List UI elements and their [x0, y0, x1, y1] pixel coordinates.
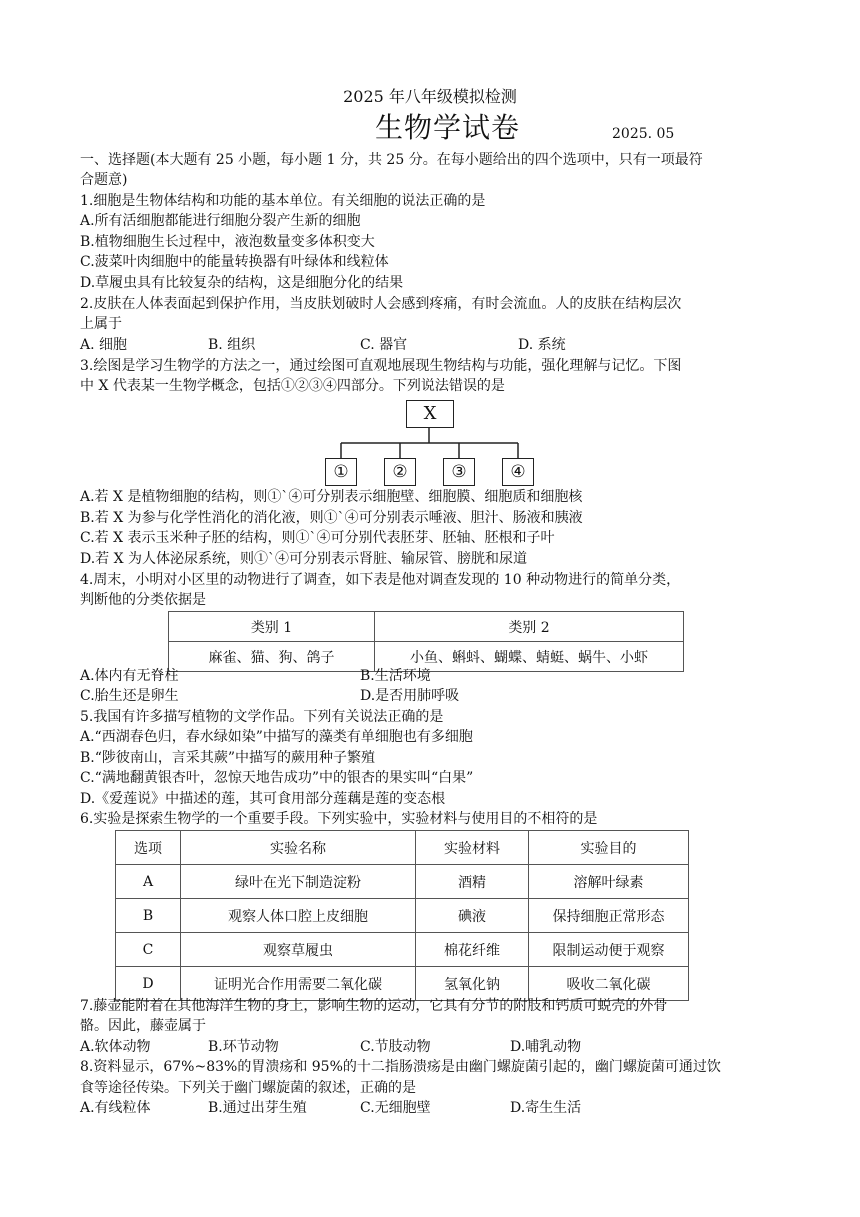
table-cell: 小鱼、蝌蚪、蝴蝶、蜻蜓、蜗牛、小虾: [375, 642, 684, 672]
exam-subtitle: 2025 年八年级模拟检测: [343, 87, 517, 106]
tree-node-4: ④: [502, 458, 534, 486]
table-cell: B: [116, 899, 181, 933]
q5-option-b: B.“陟彼南山，言采其蕨”中描写的蕨用种子繁殖: [80, 750, 376, 766]
table-cell: 酒精: [416, 865, 529, 899]
q2-option-a: A. 细胞: [80, 337, 128, 353]
table-cell: 绿叶在光下制造淀粉: [181, 865, 416, 899]
table-header-cell: 选项: [116, 831, 181, 865]
table-cell: 证明光合作用需要二氧化碳: [181, 967, 416, 1001]
tree-node-1: ①: [325, 458, 357, 486]
tree-node-3: ③: [443, 458, 475, 486]
q8-option-a: A.有线粒体: [80, 1100, 151, 1116]
table-header-cell: 实验名称: [181, 831, 416, 865]
q7-option-d: D.哺乳动物: [510, 1039, 582, 1055]
tree-root-x: X: [406, 400, 454, 428]
q4-options-row2: [80, 686, 780, 706]
q8-options: [80, 1098, 780, 1118]
table-cell: 观察草履虫: [181, 933, 416, 967]
q3-option-d: D.若 X 为人体泌尿系统，则①`④可分别表示肾脏、输尿管、膀胱和尿道: [80, 551, 528, 567]
q4-stem: 4.周末，小明对小区里的动物进行了调查，如下表是他对调查发现的 10 种动物进行的简单分类，: [80, 572, 681, 588]
q6-stem: 6.实验是探索生物学的一个重要手段。下列实验中，实验材料与使用目的不相符的是: [80, 811, 598, 827]
q1-option-b: B.植物细胞生长过程中，液泡数量变多体积变大: [80, 234, 375, 250]
q8-option-c: C.无细胞壁: [360, 1100, 431, 1116]
q4-option-d: D.是否用肺呼吸: [360, 688, 460, 704]
table-cell: C: [116, 933, 181, 967]
q7-stem: 7.藤壶能附着在其他海洋生物的身上，影响生物的运动，它具有分节的附肢和钙质可蜕壳的外骨: [80, 998, 668, 1014]
table-cell: D: [116, 967, 181, 1001]
q4-option-a: A.体内有无脊柱: [80, 668, 179, 684]
table-cell: 保持细胞正常形态: [529, 899, 689, 933]
table-cell: 限制运动便于观察: [529, 933, 689, 967]
table-header-cell: 类别 1: [169, 612, 375, 642]
q3-option-a: A.若 X 是植物细胞的结构，则①`④可分别表示细胞壁、细胞膜、细胞质和细胞核: [80, 489, 583, 505]
table-cell: 氢氧化钠: [416, 967, 529, 1001]
animal-classification-table: [168, 611, 684, 672]
exam-title: 生物学试卷: [375, 111, 521, 144]
table-cell: 棉花纤维: [416, 933, 529, 967]
experiment-table: [115, 830, 689, 1001]
q4-option-b: B.生活环境: [360, 668, 431, 684]
table-header-cell: 实验目的: [529, 831, 689, 865]
q8-stem: 8.资料显示，67%~83%的胃溃疡和 95%的十二指肠溃疡是由幽门螺旋菌引起的，幽门螺旋菌可通过饮: [80, 1059, 721, 1075]
q3-option-c: C.若 X 表示玉米种子胚的结构，则①`④可分别代表胚芽、胚轴、胚根和子叶: [80, 530, 555, 546]
q4-options-row1: [80, 666, 780, 686]
table-row: [116, 933, 689, 967]
q4-option-c: C.胎生还是卵生: [80, 688, 179, 704]
table-header-row: [116, 831, 689, 865]
q7-option-a: A.软体动物: [80, 1039, 151, 1055]
table-cell: A: [116, 865, 181, 899]
q7-stem-cont: 骼。因此，藤壶属于: [80, 1018, 206, 1034]
table-cell: 麻雀、猫、狗、鸽子: [169, 642, 375, 672]
table-cell: 碘液: [416, 899, 529, 933]
table-cell: 吸收二氧化碳: [529, 967, 689, 1001]
q7-option-b: B.环节动物: [208, 1039, 279, 1055]
table-header-cell: 类别 2: [375, 612, 684, 642]
table-cell: 溶解叶绿素: [529, 865, 689, 899]
table-header-row: [169, 612, 684, 642]
section-heading: 一、选择题(本大题有 25 小题，每小题 1 分，共 25 分。在每小题给出的四个选项中，只有一项最符: [80, 152, 703, 168]
table-row: [116, 899, 689, 933]
q1-option-d: D.草履虫具有比较复杂的结构，这是细胞分化的结果: [80, 275, 404, 291]
q1-option-a: A.所有活细胞都能进行细胞分裂产生新的细胞: [80, 213, 361, 229]
q4-stem-cont: 判断他的分类依据是: [80, 592, 206, 608]
exam-date: 2025. 05: [612, 126, 675, 142]
q8-stem-cont: 食等途径传染。下列关于幽门螺旋菌的叙述，正确的是: [80, 1080, 416, 1096]
q7-options: [80, 1037, 780, 1057]
q5-option-c: C.“满地翻黄银杏叶，忽惊天地告成功”中的银杏的果实叫“白果”: [80, 770, 474, 786]
q3-stem-cont: 中 X 代表某一生物学概念，包括①②③④四部分。下列说法错误的是: [80, 378, 505, 394]
table-cell: 观察人体口腔上皮细胞: [181, 899, 416, 933]
q5-stem: 5.我国有许多描写植物的文学作品。下列有关说法正确的是: [80, 709, 444, 725]
concept-tree-diagram: [320, 400, 540, 488]
q5-option-d: D.《爱莲说》中描述的莲，其可食用部分莲藕是莲的变态根: [80, 791, 446, 807]
q3-stem: 3.绘图是学习生物学的方法之一，通过绘图可直观地展现生物结构与功能，强化理解与记忆。下图: [80, 358, 682, 374]
q5-option-a: A.“西湖春色归，春水绿如染”中描写的藻类有单细胞也有多细胞: [80, 729, 473, 745]
tree-node-2: ②: [384, 458, 416, 486]
q2-options: [80, 335, 780, 355]
section-heading-cont: 合题意): [80, 172, 128, 188]
table-header-cell: 实验材料: [416, 831, 529, 865]
q3-option-b: B.若 X 为参与化学性消化的消化液，则①`④可分别表示唾液、胆汁、肠液和胰液: [80, 510, 583, 526]
q2-option-b: B. 组织: [208, 337, 256, 353]
q8-option-b: B.通过出芽生殖: [208, 1100, 307, 1116]
q1-stem: 1.细胞是生物体结构和功能的基本单位。有关细胞的说法正确的是: [80, 193, 486, 209]
q2-stem-cont: 上属于: [80, 316, 122, 332]
q2-option-c: C. 器官: [360, 337, 408, 353]
q2-stem: 2.皮肤在人体表面起到保护作用，当皮肤划破时人会感到疼痛，有时会流血。人的皮肤在结构层次: [80, 296, 682, 312]
q7-option-c: C.节肢动物: [360, 1039, 431, 1055]
q2-option-d: D. 系统: [518, 337, 566, 353]
q8-option-d: D.寄生生活: [510, 1100, 582, 1116]
q1-option-c: C.菠菜叶肉细胞中的能量转换器有叶绿体和线粒体: [80, 254, 389, 270]
table-row: [116, 865, 689, 899]
